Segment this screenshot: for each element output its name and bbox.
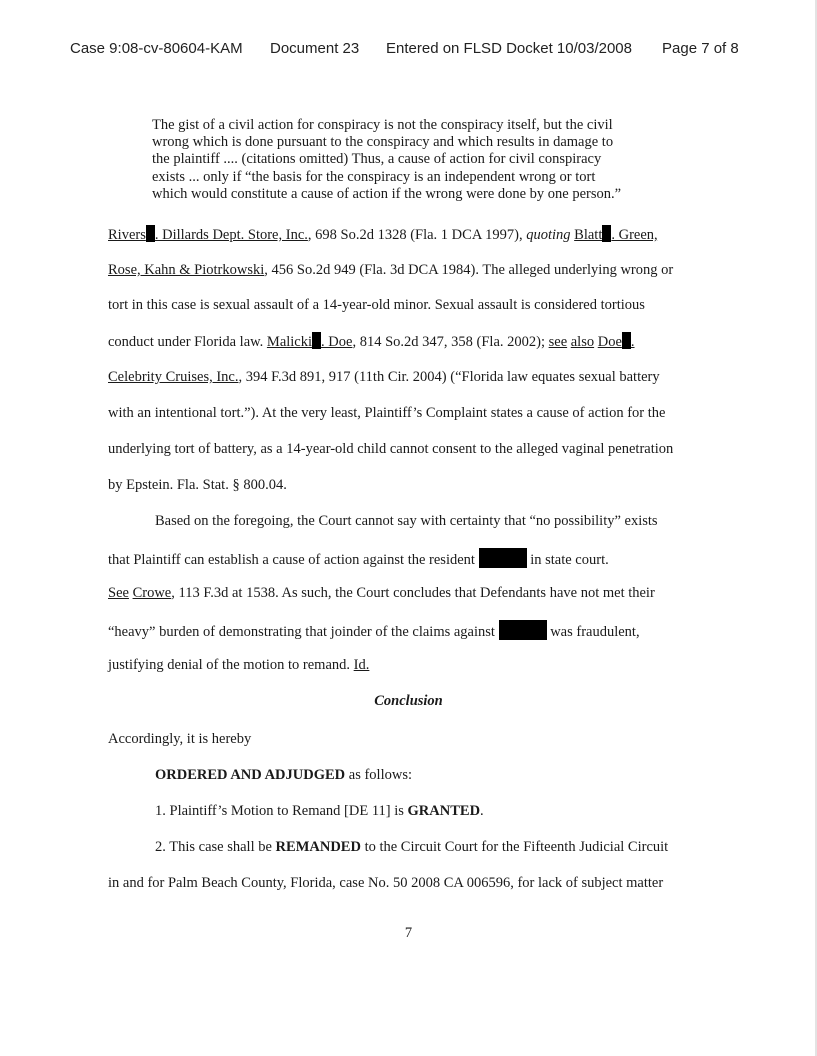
case-citation: . Dillards Dept. Store, Inc.: [154, 227, 308, 243]
body-line: justifying denial of the motion to remand. Id.: [108, 657, 370, 673]
body-line: underlying tort of battery, as a 14-year-old child cannot consent to the alleged vaginal penetration: [108, 441, 674, 457]
page-number: 7: [404, 925, 413, 941]
order-heading: ORDERED AND ADJUDGED as follows:: [155, 767, 412, 783]
redaction-bar: [146, 225, 155, 242]
redaction-bar: [312, 332, 321, 349]
body-line: Based on the foregoing, the Court cannot say with certainty that “no possibility” exists: [155, 513, 658, 529]
case-citation: . Doe: [321, 334, 353, 350]
quote-line: wrong which is done pursuant to the conspiracy and which results in damage to: [152, 134, 614, 151]
case-citation: Celebrity Cruises, Inc.: [108, 369, 239, 385]
body-line: tort in this case is sexual assault of a 14-year-old minor. Sexual assault is considered tortious: [108, 297, 645, 313]
body-line: Rivers . Dillards Dept. Store, Inc., 698 So.2d 1328 (Fla. 1 DCA 1997), quoting Blatt . Green,: [108, 227, 658, 243]
redaction-bar: [602, 225, 611, 242]
body-line: by Epstein. Fla. Stat. § 800.04.: [108, 477, 287, 493]
case-citation: Rose, Kahn & Piotrkowski: [108, 262, 265, 278]
order-item: 1. Plaintiff’s Motion to Remand [DE 11] is GRANTED.: [155, 803, 484, 819]
case-number: Case 9:08-cv-80604-KAM: [70, 40, 243, 57]
body-line: Rose, Kahn & Piotrkowski, 456 So.2d 949 (Fla. 3d DCA 1984). The alleged underlying wrong or: [108, 262, 674, 278]
body-line: Celebrity Cruises, Inc., 394 F.3d 891, 917 (11th Cir. 2004) (“Florida law equates sexual battery: [108, 369, 660, 385]
case-citation: Blatt: [574, 227, 603, 243]
redaction-bar: [622, 332, 631, 349]
body-line: in and for Palm Beach County, Florida, case No. 50 2008 CA 006596, for lack of subject matter: [108, 875, 664, 891]
body-line: Accordingly, it is hereby: [108, 731, 252, 747]
case-citation: Rivers: [108, 227, 146, 243]
docket-entry: Entered on FLSD Docket 10/03/2008: [386, 40, 632, 57]
redaction-bar: [479, 548, 527, 568]
body-line: that Plaintiff can establish a cause of action against the resident in state court.: [108, 548, 609, 569]
document-number: Document 23: [270, 40, 360, 57]
quote-line: The gist of a civil action for conspiracy is not the conspiracy itself, but the civil: [152, 117, 613, 133]
body-line: “heavy” burden of demonstrating that joinder of the claims against was fraudulent,: [108, 620, 640, 641]
section-heading: Conclusion: [374, 693, 443, 709]
case-citation: Id.: [353, 657, 370, 673]
redaction-bar: [499, 620, 547, 640]
quote-line: exists ... only if “the basis for the conspiracy is an independent wrong or tort: [152, 168, 596, 185]
body-line: See Crowe, 113 F.3d at 1538. As such, the Court concludes that Defendants have not met their: [108, 585, 655, 601]
case-citation: Doe: [597, 334, 622, 350]
page-indicator: Page 7 of 8: [662, 40, 739, 57]
case-citation: . Green,: [611, 227, 658, 243]
case-citation: Crowe: [132, 585, 172, 601]
body-line: conduct under Florida law. Malicki . Doe, 814 So.2d 347, 358 (Fla. 2002); see also Doe .: [108, 334, 635, 350]
body-line: with an intentional tort.”). At the very least, Plaintiff’s Complaint states a cause of action for the: [108, 405, 666, 421]
case-citation: Malicki: [266, 334, 313, 350]
block-quote: [152, 117, 672, 203]
quote-line: the plaintiff .... (citations omitted) Thus, a cause of action for civil conspiracy: [152, 151, 602, 168]
quote-line: which would constitute a cause of action if the wrong were done by one person.”: [152, 185, 622, 202]
order-item: 2. This case shall be REMANDED to the Circuit Court for the Fifteenth Judicial Circuit: [155, 839, 669, 855]
